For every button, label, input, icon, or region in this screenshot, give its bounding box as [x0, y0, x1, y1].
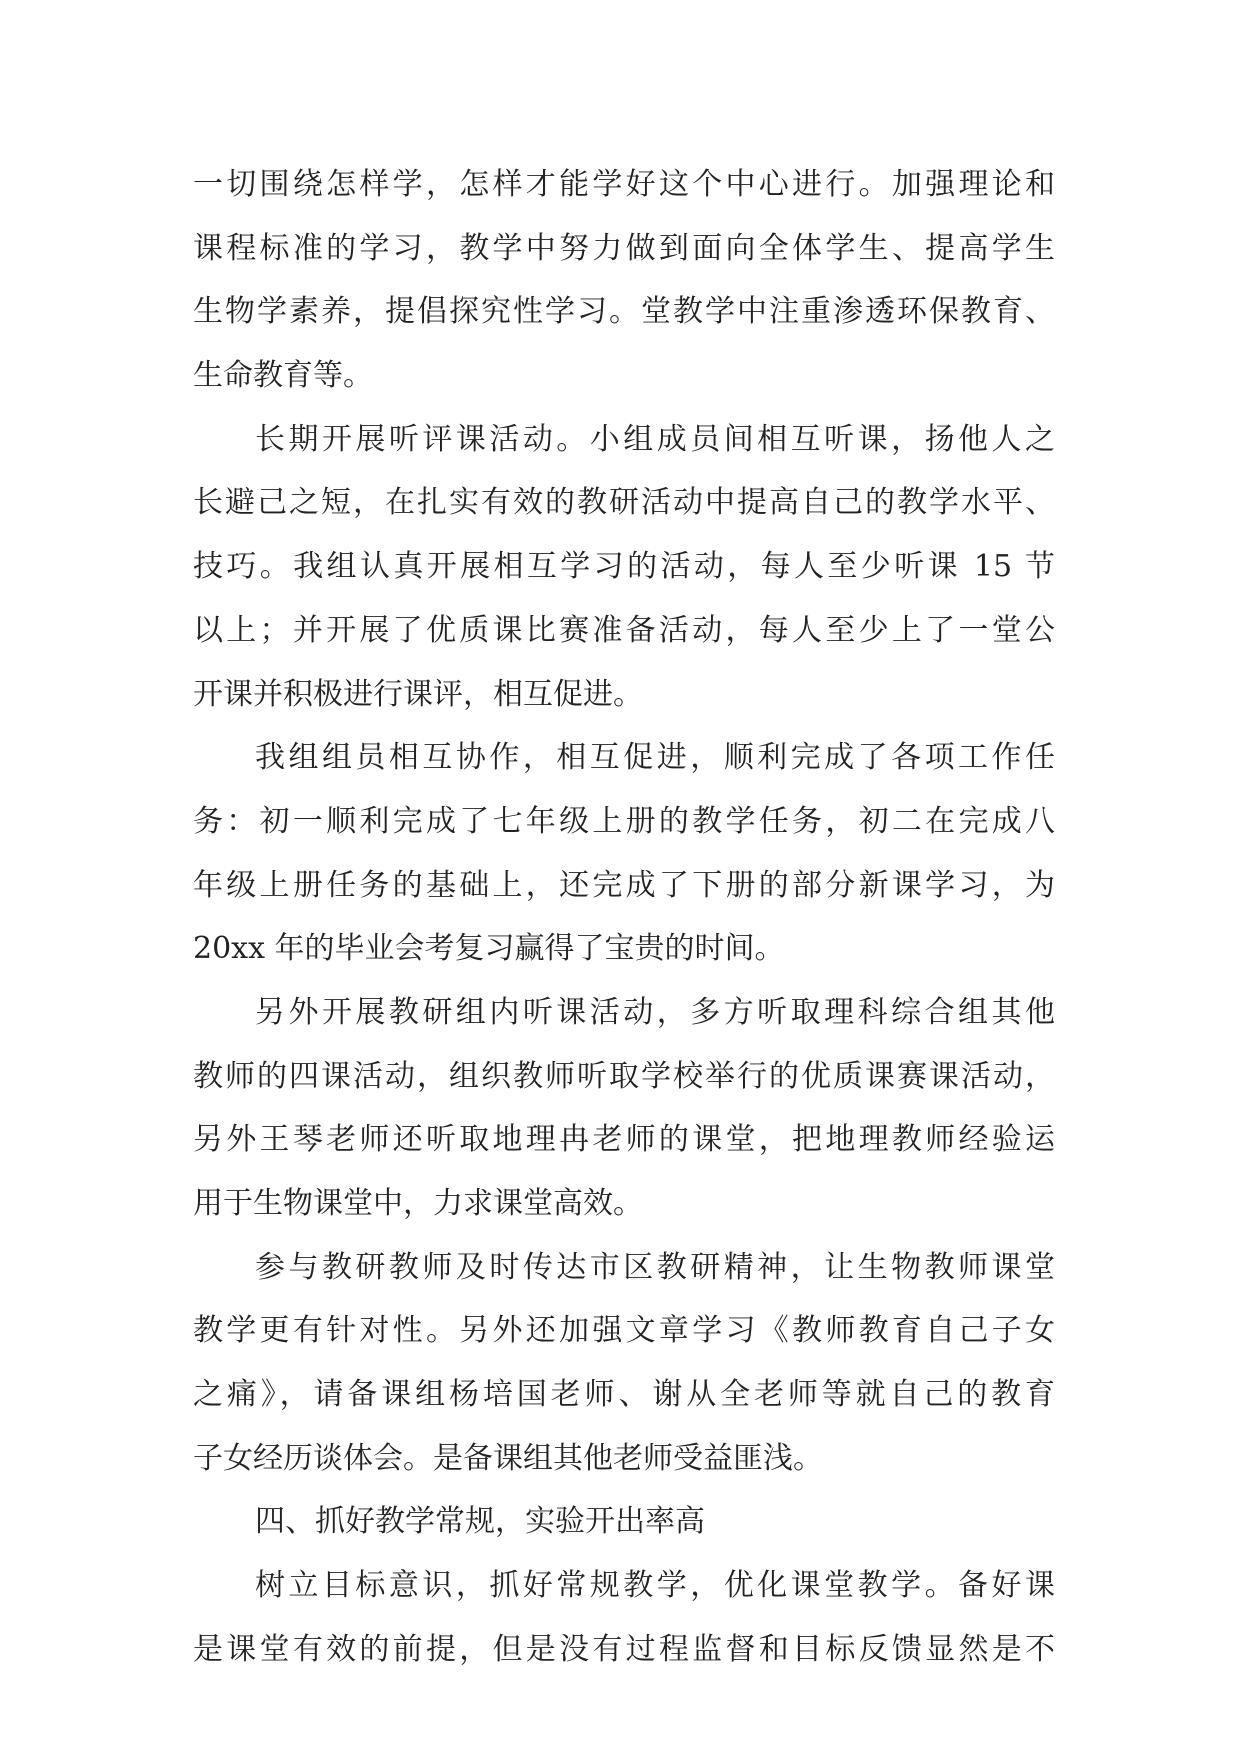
text-line: 年级上册任务的基础上，还完成了下册的部分新课学习，为	[193, 867, 1055, 903]
text-line: 参与教研教师及时传达市区教研精神，让生物教师课堂	[255, 1249, 1055, 1285]
text-line: 教师的四课活动，组织教师听取学校举行的优质课赛课活动，	[193, 1058, 1055, 1094]
text-line: 树立目标意识，抓好常规教学，优化课堂教学。备好课	[255, 1568, 1055, 1604]
text-line: 之痛》，请备课组杨培国老师、谢从全老师等就自己的教育	[193, 1377, 1055, 1413]
text-line: 务：初一顺利完成了七年级上册的教学任务，初二在完成八	[193, 803, 1055, 839]
text-line: 用于生物课堂中，力求课堂高效。	[193, 1186, 643, 1221]
text-line: 长期开展听评课活动。小组成员间相互听课，扬他人之	[255, 421, 1055, 457]
text-line: 以上；并开展了优质课比赛准备活动，每人至少上了一堂公	[193, 612, 1055, 648]
text-line: 四、抓好教学常规，实验开出率高	[255, 1504, 705, 1540]
text-line: 生物学素养，提倡探究性学习。堂教学中注重渗透环保教育、	[193, 294, 1055, 330]
text-line: 子女经历谈体会。是备课组其他老师受益匪浅。	[193, 1440, 823, 1476]
text-line: 开课并积极进行课评，相互促进。	[193, 676, 643, 712]
text-line: 另外王琴老师还听取地理冉老师的课堂，把地理教师经验运	[193, 1122, 1055, 1158]
text-line: 教学更有针对性。另外还加强文章学习《教师教育自己子女	[193, 1313, 1055, 1349]
text-line: 是课堂有效的前提，但是没有过程监督和目标反馈显然是不	[193, 1631, 1055, 1667]
text-line: 长避己之短，在扎实有效的教研活动中提高自己的教学水平、	[193, 485, 1055, 521]
text-line: 一切围绕怎样学，怎样才能学好这个中心进行。加强理论和	[193, 167, 1055, 202]
text-line: 生命教育等。	[193, 358, 373, 394]
text-line: 技巧。我组认真开展相互学习的活动，每人至少听课 15 节	[193, 549, 1055, 585]
text-line: 课程标准的学习，教学中努力做到面向全体学生、提高学生	[193, 230, 1055, 266]
document-body	[193, 158, 1055, 1687]
text-line: 20xx 年的毕业会考复习赢得了宝贵的时间。	[193, 931, 785, 967]
text-line: 另外开展教研组内听课活动，多方听取理科综合组其他	[255, 994, 1055, 1030]
text-line: 我组组员相互协作，相互促进，顺利完成了各项工作任	[255, 740, 1055, 776]
